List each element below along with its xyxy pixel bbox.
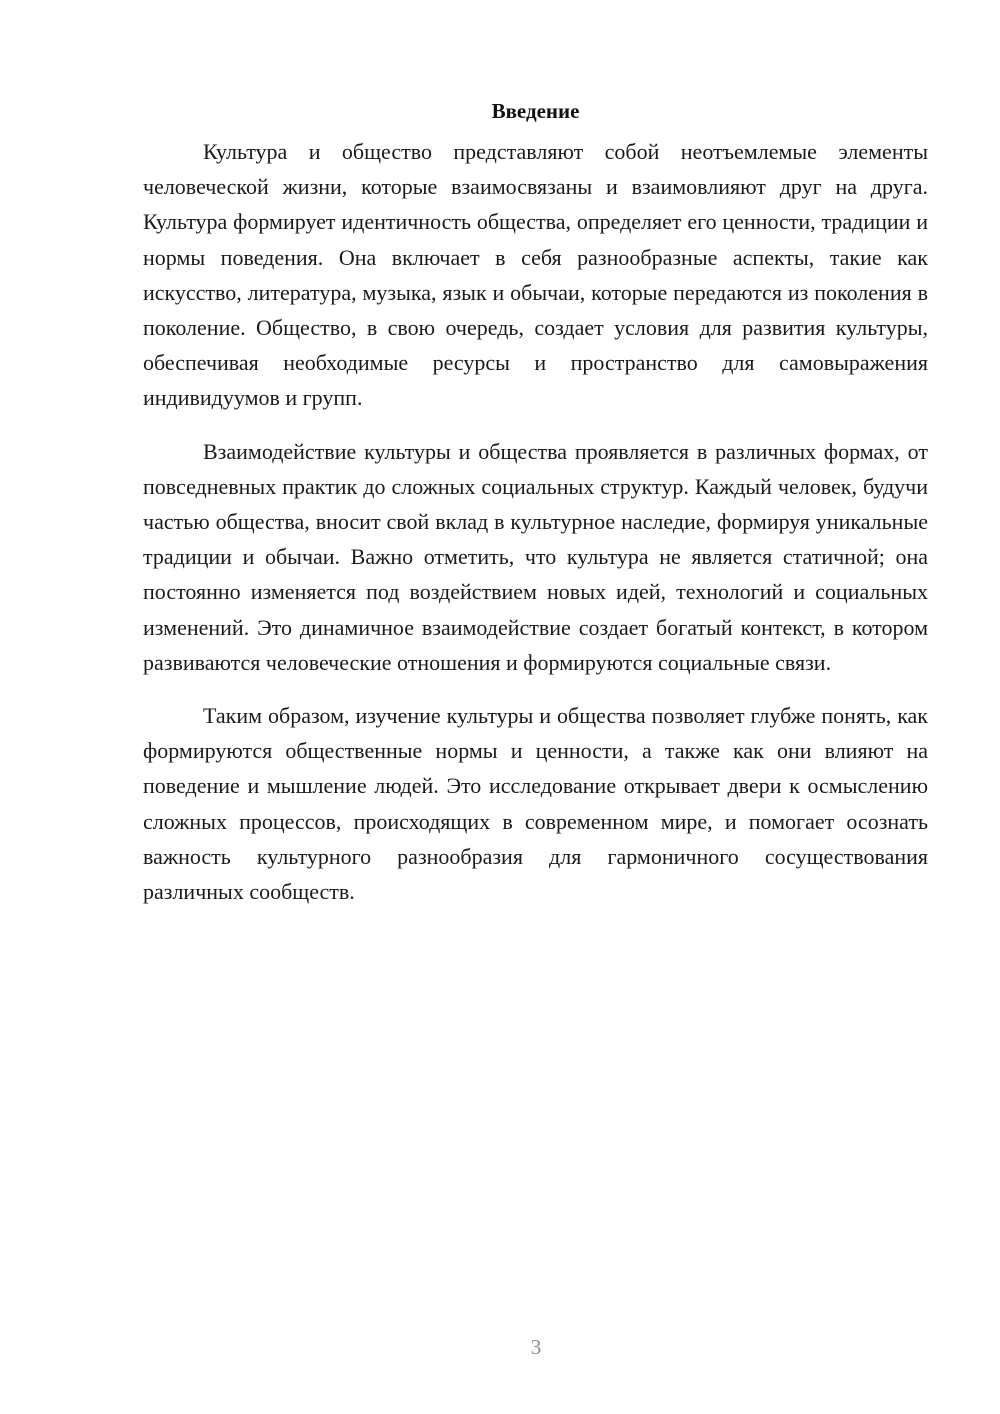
page-content <box>143 96 928 927</box>
paragraph-3: Таким образом, изучение культуры и общества позволяет глубже понять, как формируются общественные нормы и ценности, а также как они влияют на поведение и мышление людей. Это исследование открывает двери к осмыслению сложных процессов, происходящих в современном мире, и помогает осознать важность культурного разнообразия для гармоничного сосуществования различных сообществ. <box>143 703 928 905</box>
paragraph-1: Культура и общество представляют собой неотъемлемые элементы человеческой жизни, которые взаимосвязаны и взаимовлияют друг на друга. Культура формирует идентичность общества, определяет его ценности, традиции и нормы поведения. Она включает в себя разнообразные аспекты, такие как искусство, литература, музыка, язык и обычаи, которые передаются из поколения в поколение. Общество, в свою очередь, создает условия для развития культуры, обеспечивая необходимые ресурсы и пространство для самовыражения индивидуумов и групп. <box>143 139 928 411</box>
section-title: Введение <box>491 99 580 123</box>
page-number: 3 <box>530 1335 542 1359</box>
paragraph-2: Взаимодействие культуры и общества проявляется в различных формах, от повседневных практик до сложных социальных структур. Каждый человек, будучи частью общества, вносит свой вклад в культурное наследие, формируя уникальные традиции и обычаи. Важно отметить, что культура не является статичной; она постоянно изменяется под воздействием новых идей, технологий и социальных изменений. Это динамичное взаимодействие создает богатый контекст, в котором развиваются человеческие отношения и формируются социальные связи. <box>143 438 928 675</box>
